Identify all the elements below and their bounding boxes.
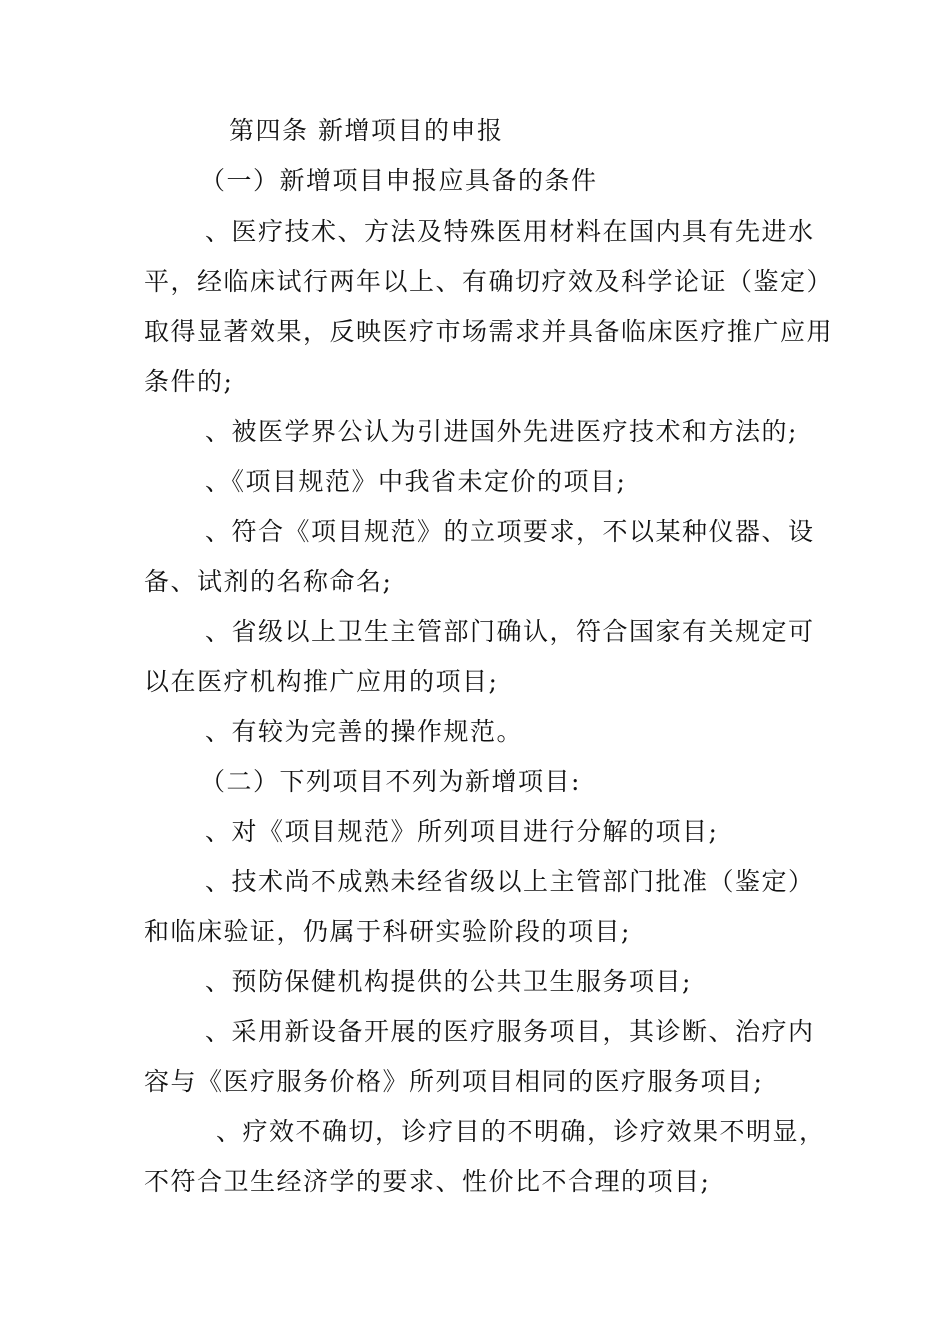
section-1-title: （一）新增项目申报应具备的条件 (200, 166, 598, 195)
section-2-item-1: 、对《项目规范》所列项目进行分解的项目; (205, 817, 719, 846)
section-2-title: （二）下列项目不列为新增项目: (200, 767, 581, 796)
section-2-item-4-line-1: 、采用新设备开展的医疗服务项目，其诊断、治疗内 (205, 1017, 815, 1046)
section-2-item-5-line-2: 不符合卫生经济学的要求、性价比不合理的项目; (144, 1167, 711, 1196)
section-1-item-6: 、有较为完善的操作规范。 (205, 717, 524, 746)
section-1-item-5-line-2: 以在医疗机构推广应用的项目; (144, 667, 499, 696)
section-1-item-1-line-3: 取得显著效果，反映医疗市场需求并具备临床医疗推广应用 (144, 317, 834, 346)
section-1-item-1-line-1: 、医疗技术、方法及特殊医用材料在国内具有先进水 (205, 217, 815, 246)
section-2-item-3: 、预防保健机构提供的公共卫生服务项目; (205, 967, 692, 996)
section-1-item-5-line-1: 、省级以上卫生主管部门确认，符合国家有关规定可 (205, 617, 815, 646)
section-1-item-4-line-1: 、符合《项目规范》的立项要求，不以某种仪器、设 (205, 517, 815, 546)
article-heading: 第四条 新增项目的申报 (229, 116, 504, 145)
section-2-item-2-line-2: 和临床验证，仍属于科研实验阶段的项目; (144, 917, 631, 946)
section-1-item-3: 、《项目规范》中我省未定价的项目; (205, 467, 627, 496)
section-1-item-4-line-2: 备、试剂的名称命名; (144, 567, 393, 596)
section-2-item-5-line-1: 、疗效不确切，诊疗目的不明确，诊疗效果不明显， (216, 1117, 826, 1146)
section-2-item-2-line-1: 、技术尚不成熟未经省级以上主管部门批准（鉴定） (205, 867, 815, 896)
section-2-item-4-line-2: 容与《医疗服务价格》所列项目相同的医疗服务项目; (144, 1067, 764, 1096)
section-1-item-1-line-2: 平，经临床试行两年以上、有确切疗效及科学论证（鉴定） (144, 267, 834, 296)
section-1-item-2: 、被医学界公认为引进国外先进医疗技术和方法的; (205, 417, 798, 446)
section-1-item-1-line-4: 条件的; (144, 367, 234, 396)
